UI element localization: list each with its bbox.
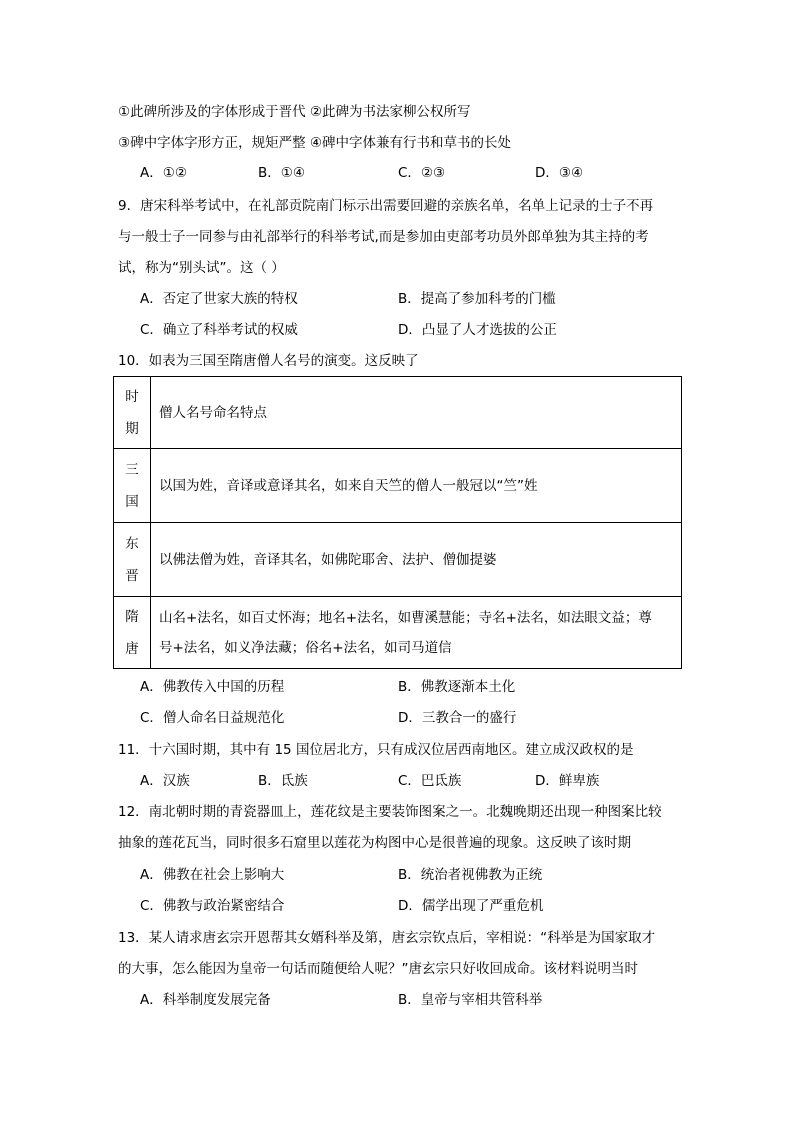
q12-stem-line1: 12．南北朝时期的青瓷器皿上，莲花纹是主要装饰图案之一。北魏晚期还出现一种图案比较 (118, 804, 662, 820)
q11-option-d: D．鲜卑族 (535, 773, 600, 789)
q10-option-a: A．佛教传入中国的历程 (140, 679, 285, 695)
q10-option-b: B．佛教逐渐本土化 (398, 679, 516, 695)
q12-option-a: A．佛教在社会上影响大 (140, 867, 285, 883)
q9-option-c: C．确立了科举考试的权威 (140, 322, 298, 338)
q9-option-a: A．否定了世家大族的特权 (140, 291, 298, 307)
q8-option-c: C．②③ (398, 165, 446, 181)
q9-stem-line1: 9．唐宋科举考试中，在礼部贡院南门标示出需要回避的亲族名单，名单上记录的士子不再 (118, 198, 654, 214)
q12-option-c: C．佛教与政治紧密结合 (140, 898, 285, 914)
q10-option-c: C．僧人命名日益规范化 (140, 710, 285, 726)
q13-option-b: B．皇帝与宰相共管科举 (398, 992, 543, 1008)
q8-option-a: A．①② (140, 165, 187, 181)
q8-statement-line2: ③碑中字体字形方正，规矩严整 ④碑中字体兼有行书和草书的长处 (118, 135, 511, 151)
table-row (114, 449, 682, 523)
header-desc-cell: 僧人名号命名特点 (151, 377, 682, 449)
q9-stem-line2: 与一般士子一同参与由礼部举行的科举考试,而是参加由吏部考功员外郎单独为其主持的考 (118, 229, 649, 245)
q13-stem-line1: 13．某人请求唐玄宗开恩帮其女婿科举及第，唐玄宗钦点后，宰相说：“科举是为国家取才 (118, 930, 656, 946)
q8-option-d: D．③④ (535, 165, 584, 181)
q11-option-a: A．汉族 (140, 773, 190, 789)
period-cell: 三 国 (114, 449, 151, 523)
q9-option-d: D．凸显了人才选拔的公正 (398, 322, 557, 338)
header-period-cell: 时 期 (114, 377, 151, 449)
q11-stem: 11．十六国时期，其中有 15 国位居北方，只有成汉位居西南地区。建立成汉政权的是 (118, 742, 634, 758)
table-row (114, 523, 682, 597)
q8-option-b: B．①④ (258, 165, 305, 181)
desc-line-2: 号+法名，如义净法藏；俗名+法名，如司马道信 (159, 639, 452, 656)
q10-option-d: D．三教合一的盛行 (398, 710, 517, 726)
q8-statement-line1: ①此碑所涉及的字体形成于晋代 ②此碑为书法家柳公权所写 (118, 104, 471, 120)
q12-option-b: B．统治者视佛教为正统 (398, 867, 543, 883)
desc-line-1: 山名+法名，如百丈怀海；地名+法名，如曹溪慧能；寺名+法名，如法眼文益；尊 (159, 609, 652, 626)
q11-option-c: C．巴氐族 (398, 773, 462, 789)
table-header-row (114, 377, 682, 449)
q13-stem-line2: 的大事，怎么能因为皇帝一句话而随便给人呢？”唐玄宗只好收回成命。该材料说明当时 (118, 961, 638, 977)
q12-stem-line2: 抽象的莲花瓦当，同时很多石窟里以莲花为构图中心是很普遍的现象。这反映了该时期 (118, 835, 631, 851)
q10-stem: 10．如表为三国至隋唐僧人名号的演变。这反映了 (118, 353, 419, 369)
desc-cell: 以佛法僧为姓，音译其名，如佛陀耶舍、法护、僧伽提婆 (151, 523, 682, 597)
period-cell: 隋 唐 (114, 597, 151, 669)
q11-option-b: B．氐族 (258, 773, 308, 789)
table-row (114, 597, 682, 669)
period-cell: 东 晋 (114, 523, 151, 597)
desc-cell: 以国为姓，音译或意译其名，如来自天竺的僧人一般冠以“竺”姓 (151, 449, 682, 523)
q9-stem-line3: 试，称为“别头试”。这（ ） (118, 260, 285, 276)
q12-option-d: D．儒学出现了严重危机 (398, 898, 544, 914)
monk-name-table (113, 376, 682, 669)
q9-option-b: B．提高了参加科考的门槛 (398, 291, 556, 307)
q13-option-a: A．科举制度发展完备 (140, 992, 271, 1008)
desc-cell (151, 597, 682, 669)
